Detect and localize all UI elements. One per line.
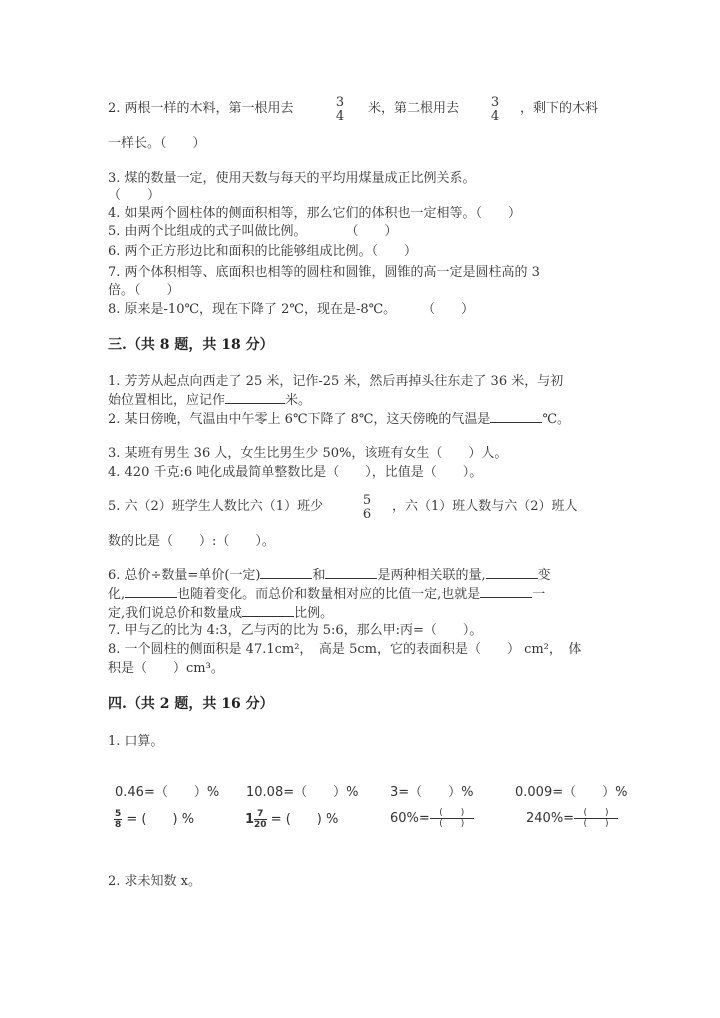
q2-text-part2 [368,101,459,117]
s3-q6-text: 比例。 [294,606,334,621]
fraction-5-6 [360,494,374,522]
s3-q6-text: 6. 总价÷数量=单价(一定) [108,568,261,583]
calc-item: 0.46=（ ）% [115,785,220,800]
q2-text-part3-span: ，剩下的木料 [520,101,599,116]
section-3-heading: 三.（共 8 题，共 18 分） [108,337,274,353]
s3-q2-text-b: ℃。 [542,412,570,427]
fraction-3-4-second [488,96,502,124]
blank-fraction[interactable] [574,808,618,829]
calc-left: 240%= [526,811,575,826]
s4-question-2-title: 2. 求未知数 x。 [108,874,201,889]
s3-question-1: 1. 芳芳从起点向西走了 25 米，记作-25 米，然后再掉头往东走了 36 米，与初 [108,374,564,389]
s3-question-8: 8. 一个圆柱的侧面积是 47.1cm²， 高是 5cm，它的表面积是（ ） cm²， 体 [108,642,582,657]
q2-text-part3 [520,101,598,117]
fraction-numerator-blank[interactable]: ( ) [574,808,618,819]
s3-q6-text: 一 [532,587,546,602]
s3-q5-answer-line: 数的比是（ ）:（ ）。 [108,534,275,549]
question-2 [108,101,294,117]
calc-item-240-percent [526,808,618,829]
fraction-numerator: 5 [115,809,122,819]
s3-question-1-line2 [108,391,311,409]
fraction-numerator: 3 [335,95,345,110]
calc-item-60-percent [390,808,474,829]
fraction-numerator-blank[interactable]: ( ) [430,808,474,819]
fraction-denominator: 20 [254,820,267,830]
answer-blank[interactable] [225,391,285,404]
answer-blank[interactable] [490,410,542,423]
s3-question-6-line3 [108,604,333,622]
s3-q1-text-a: 始位置相比，应记作 [108,393,226,408]
answer-blank[interactable] [325,566,377,579]
q2-answer-line: 一样长。（ ） [108,136,206,151]
s3-q6-text: 也随着变化。而总价和数量相对应的比值一定,也就是 [177,587,481,602]
s3-question-6-line1 [108,566,551,584]
s3-q2-text-a: 2. 某日傍晚，气温由中午零上 6℃下降了 8℃，这天傍晚的气温是 [108,412,491,427]
fraction-denominator-blank[interactable]: ( ) [583,819,609,829]
answer-blank[interactable] [480,585,532,598]
s3-q6-text: 和 [312,568,326,583]
calc-item-fraction-5-8 [114,808,194,830]
s3-question-5: 5. 六（2）班学生人数比六（1）班少 [108,499,324,514]
question-8: 8. 原来是-10℃，现在下降了 2℃，现在是-8℃。 （ ） [108,302,475,317]
fraction-3-4-first [333,96,347,124]
fraction-denominator: 4 [490,109,500,124]
s3-question-2 [108,410,570,428]
s3-q1-text-b: 米。 [285,393,312,408]
s3-q6-text: 变 [537,568,551,583]
fraction-denominator: 6 [362,507,372,522]
question-7: 7. 两个体积相等、底面积也相等的圆柱和圆锥，圆锥的高一定是圆柱高的 3 [108,265,540,280]
section-4-heading: 四.（共 2 题，共 16 分） [108,696,274,712]
s3-question-6-line2 [108,585,545,603]
fraction-numerator: 7 [254,809,267,820]
calc-rest: = ( ) % [266,812,339,827]
s4-question-1-title: 1. 口算。 [108,734,164,749]
calc-left: 60%= [390,811,430,826]
fraction-denominator: 4 [335,109,345,124]
answer-blank[interactable] [125,585,177,598]
fraction-numerator: 3 [490,95,500,110]
s3-question-8-line2: 积是（ ）cm³。 [108,661,224,676]
s3-q6-text: 化, [108,587,126,602]
calc-item-mixed-1-7-20 [245,808,338,830]
calc-item: 10.08=（ ）% [246,785,359,800]
mixed-whole: 1 [245,812,255,827]
question-6: 6. 两个正方形边比和面积的比能够组成比例。（ ） [108,244,418,259]
calc-item: 3=（ ）% [390,785,474,800]
s3-q6-text: 是两种相关联的量, [377,568,486,583]
s3-q6-text: 定,我们说总价和数量成 [108,606,243,621]
answer-blank[interactable] [260,566,312,579]
q2-text-part2-span: 米，第二根用去 [368,101,460,116]
question-7-answer: 倍。（ ） [108,283,180,298]
blank-fraction[interactable] [430,808,474,829]
calc-item: 0.009=（ ）% [515,785,628,800]
fraction-numerator: 5 [362,493,372,508]
s3-question-4: 4. 420 千克:6 吨化成最简单整数比是（ ），比值是（ ）。 [108,465,483,480]
q2-text-part1: 2. 两根一样的木料，第一根用去 [108,101,294,116]
answer-blank[interactable] [242,604,294,617]
s3-question-7: 7. 甲与乙的比为 4:3，乙与丙的比为 5:6，那么甲:丙=（ ）。 [108,623,483,638]
s3-question-3: 3. 某班有男生 36 人，女生比男生少 50%，该班有女生（ ）人。 [108,446,508,461]
question-4: 4. 如果两个圆柱体的侧面积相等，那么它们的体积也一定相等。（ ） [108,206,522,221]
calc-rest: = ( ) % [122,812,195,827]
question-5: 5. 由两个比组成的式子叫做比例。 （ ） [108,224,398,239]
question-3: 3. 煤的数量一定，使用天数与每天的平均用煤量成正比例关系。 [108,171,476,186]
s3-q5-text-part2: ，六（1）班人数与六（2）班人 [392,499,578,514]
fraction-denominator-blank[interactable]: ( ) [439,819,465,829]
answer-blank[interactable] [486,566,538,579]
fraction-denominator: 8 [115,820,122,830]
question-3-answer: （ ） [108,188,161,203]
fraction-7-20 [254,809,267,830]
